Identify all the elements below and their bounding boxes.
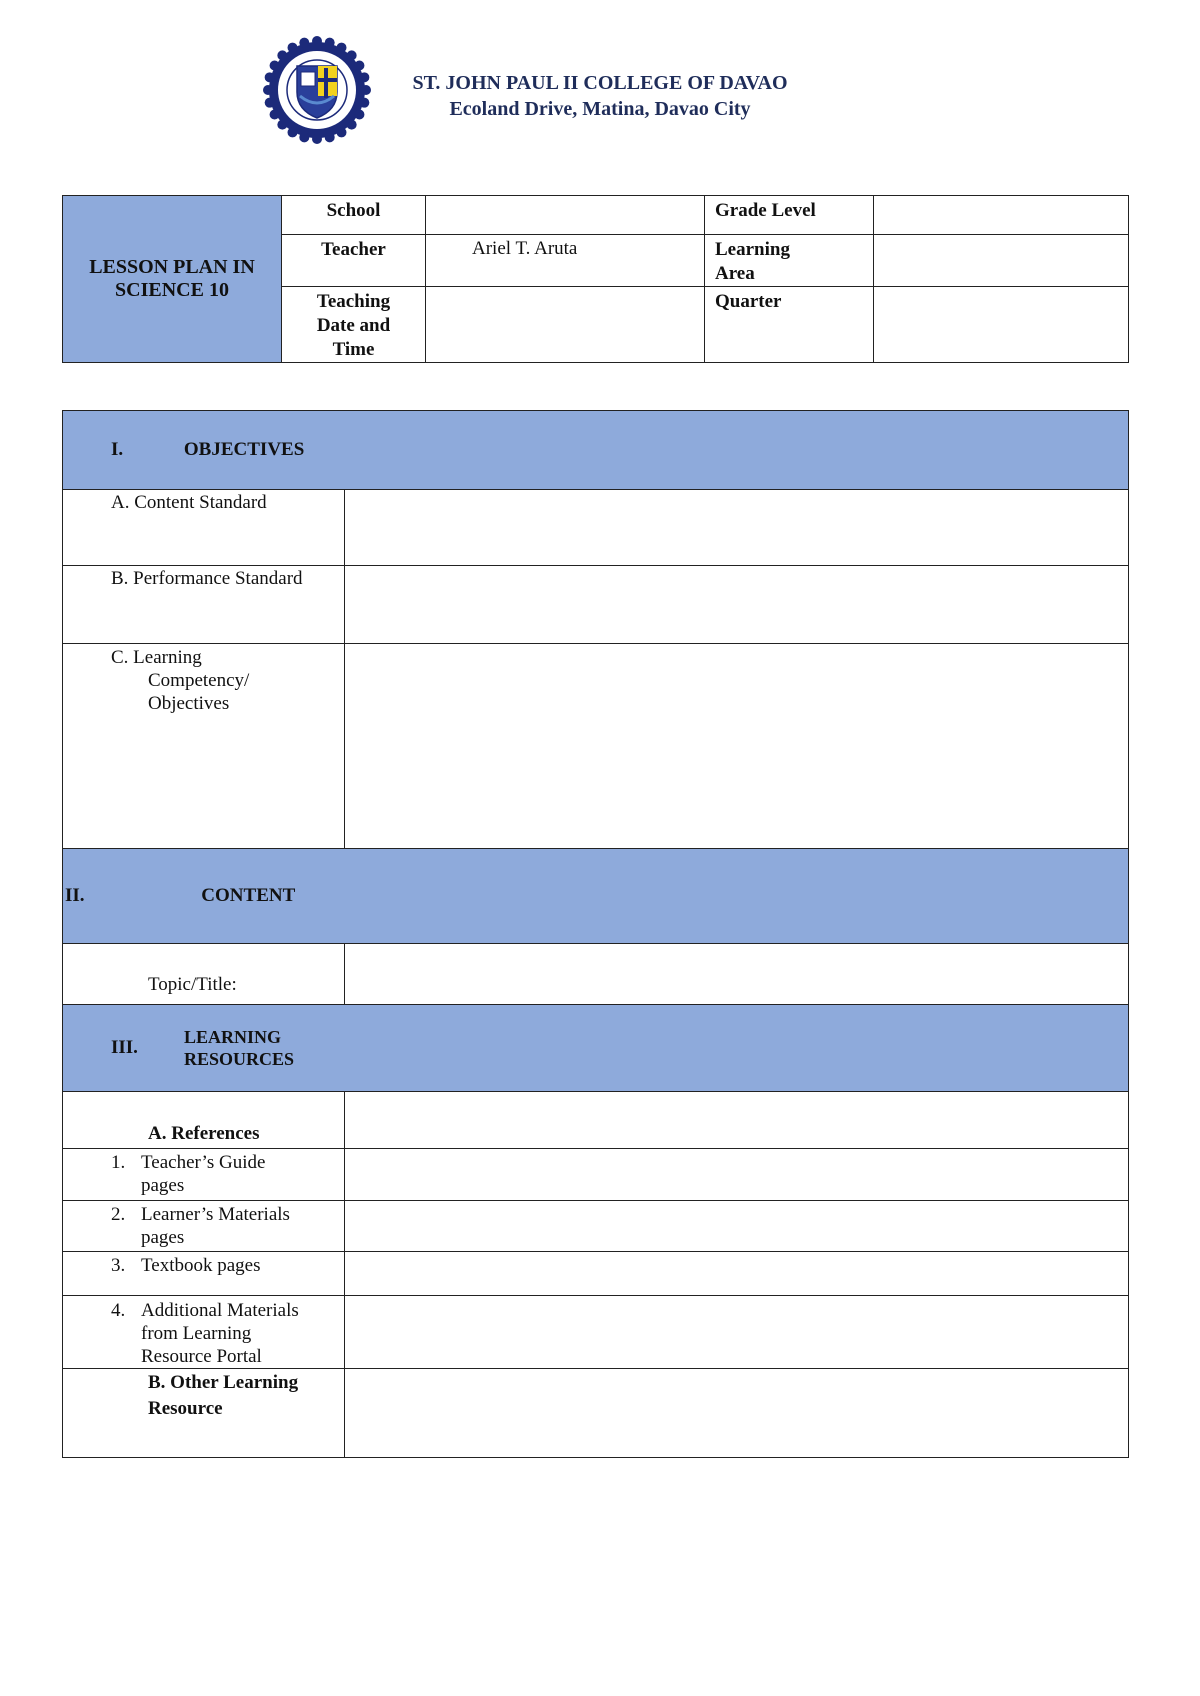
topic-title-value[interactable] — [345, 944, 1129, 1005]
content-numeral: II. — [65, 885, 85, 906]
item-line2: pages — [141, 1175, 185, 1196]
item-number: 1. — [111, 1152, 126, 1173]
lesson-sections-table — [62, 410, 1129, 1458]
lesson-plan-title — [63, 196, 282, 363]
lesson-plan-title-line2: SCIENCE 10 — [115, 279, 229, 301]
references-label: A. References — [63, 1092, 345, 1149]
teaching-date-label — [282, 287, 426, 363]
teaching-date-value[interactable] — [426, 287, 705, 363]
college-seal-logo — [262, 34, 372, 146]
other-learning-resource-value[interactable] — [345, 1369, 1129, 1458]
resources-title-line2: RESOURCES — [184, 1049, 295, 1069]
other-resource-line2: Resource — [148, 1398, 223, 1419]
learning-competency-line1: C. Learning — [111, 647, 202, 668]
item-line2: from Learning — [141, 1323, 252, 1344]
item-number: 2. — [111, 1204, 126, 1225]
additional-materials-value[interactable] — [345, 1296, 1129, 1369]
lesson-plan-title-line1: LESSON PLAN IN — [89, 256, 255, 278]
teaching-label-line3: Time — [332, 339, 375, 360]
item-line2: pages — [141, 1227, 185, 1248]
learning-area-label — [705, 235, 874, 287]
teacher-value[interactable]: Ariel T. Aruta — [426, 235, 705, 287]
objectives-numeral: I. — [111, 439, 124, 460]
learning-competency-label — [63, 644, 345, 849]
learning-area-value[interactable] — [874, 235, 1129, 287]
quarter-value[interactable] — [874, 287, 1129, 363]
resources-header — [63, 1005, 1129, 1092]
learning-competency-line2: Competency/ — [148, 670, 250, 691]
resources-numeral: III. — [111, 1037, 138, 1058]
textbook-pages-value[interactable] — [345, 1252, 1129, 1296]
teachers-guide-value[interactable] — [345, 1149, 1129, 1201]
references-value[interactable] — [345, 1092, 1129, 1149]
content-title: CONTENT — [201, 885, 296, 906]
grade-level-value[interactable] — [874, 196, 1129, 235]
college-address: Ecoland Drive, Matina, Davao City — [449, 98, 751, 120]
learners-materials-value[interactable] — [345, 1201, 1129, 1252]
teachers-guide-label — [63, 1149, 345, 1201]
textbook-pages-label — [63, 1252, 345, 1296]
item-line1: Learner’s Materials — [141, 1204, 290, 1225]
resources-title-line1: LEARNING — [184, 1027, 282, 1047]
teaching-label-line1: Teaching — [316, 291, 391, 312]
objectives-title: OBJECTIVES — [183, 439, 305, 460]
grade-level-label: Grade Level — [705, 196, 874, 235]
other-learning-resource-label — [63, 1369, 345, 1458]
item-number: 4. — [111, 1300, 126, 1321]
other-resource-line1: B. Other Learning — [148, 1372, 299, 1393]
additional-materials-label — [63, 1296, 345, 1369]
learners-materials-label — [63, 1201, 345, 1252]
item-line1: Textbook pages — [141, 1255, 261, 1276]
learning-competency-line3: Objectives — [148, 693, 230, 714]
item-line1: Teacher’s Guide — [141, 1152, 266, 1173]
school-value[interactable] — [426, 196, 705, 235]
performance-standard-label: B. Performance Standard — [63, 566, 345, 644]
content-header — [63, 849, 1129, 944]
content-standard-value[interactable] — [345, 490, 1129, 566]
lesson-info-table — [62, 195, 1129, 363]
topic-title-label: Topic/Title: — [63, 944, 345, 1005]
quarter-label: Quarter — [705, 287, 874, 363]
item-line1: Additional Materials — [141, 1300, 299, 1321]
learning-competency-value[interactable] — [345, 644, 1129, 849]
college-name: ST. JOHN PAUL II COLLEGE OF DAVAO — [412, 72, 788, 94]
learning-area-label-line2: Area — [715, 263, 755, 284]
performance-standard-value[interactable] — [345, 566, 1129, 644]
teacher-label: Teacher — [282, 235, 426, 287]
content-standard-label: A. Content Standard — [63, 490, 345, 566]
teaching-label-line2: Date and — [316, 315, 391, 336]
item-number: 3. — [111, 1255, 126, 1276]
objectives-header — [63, 411, 1129, 490]
learning-area-label-line1: Learning — [715, 239, 790, 260]
school-label: School — [282, 196, 426, 235]
item-line3: Resource Portal — [141, 1346, 262, 1367]
